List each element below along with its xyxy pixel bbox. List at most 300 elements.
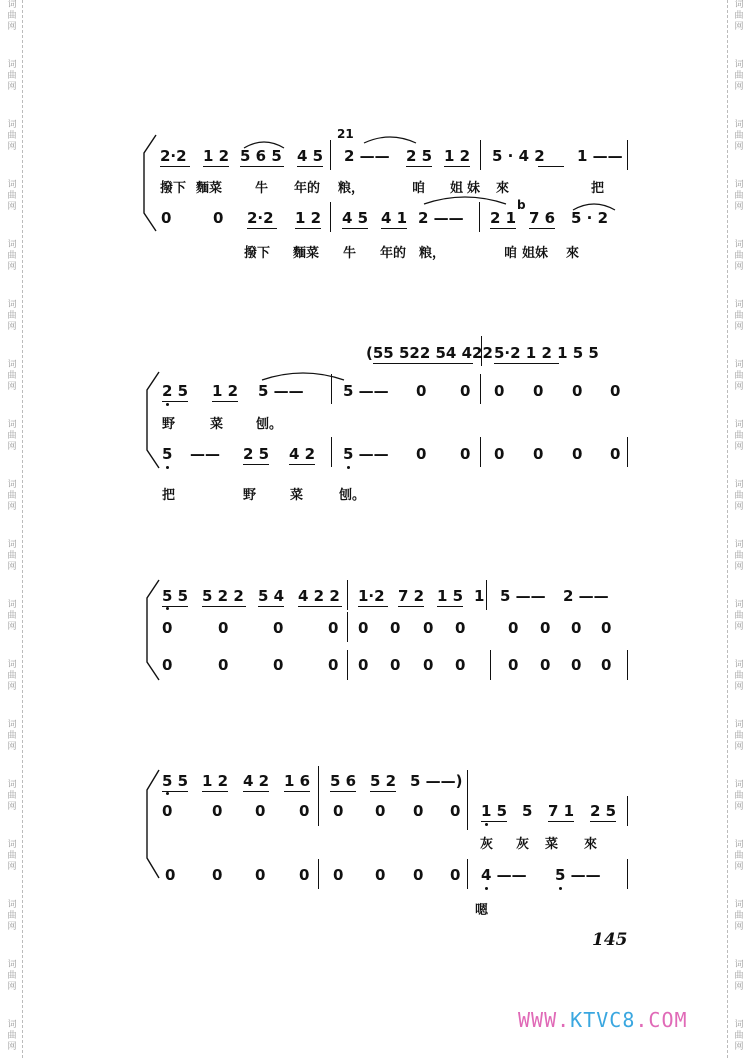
note: 0 bbox=[610, 382, 621, 400]
watermark-glyph: 词 bbox=[7, 420, 17, 430]
barline bbox=[627, 796, 628, 826]
system2-brace bbox=[143, 370, 163, 470]
watermark-glyph: 词 bbox=[734, 420, 744, 430]
note: 0 bbox=[273, 656, 284, 674]
watermark-glyph: 网 bbox=[7, 22, 17, 32]
watermark-glyph: 网 bbox=[7, 442, 17, 452]
note: 5 2 bbox=[370, 772, 397, 790]
note: 0 bbox=[494, 382, 505, 400]
note: 5 6 5 bbox=[240, 147, 282, 165]
barline bbox=[347, 650, 348, 680]
note: 0 bbox=[601, 619, 612, 637]
watermark-glyph: 词 bbox=[734, 600, 744, 610]
note: 0 bbox=[460, 445, 471, 463]
watermark-glyph: 词 bbox=[7, 960, 17, 970]
watermark-glyph: 词 bbox=[734, 360, 744, 370]
watermark-glyph: 曲 bbox=[734, 1031, 744, 1041]
note: 0 bbox=[540, 656, 551, 674]
watermark-glyph: 词 bbox=[7, 240, 17, 250]
underline bbox=[358, 606, 388, 607]
watermark-glyph: 词 bbox=[734, 180, 744, 190]
note: 1·2 bbox=[358, 587, 385, 605]
watermark-glyph: 网 bbox=[7, 262, 17, 272]
watermark-glyph: 曲 bbox=[734, 491, 744, 501]
lyric: 把 bbox=[162, 488, 176, 503]
lyric: 姐妹 bbox=[522, 246, 549, 261]
underline bbox=[406, 166, 432, 167]
site-watermark-part: KTVC8 bbox=[570, 1008, 636, 1032]
underline bbox=[247, 228, 277, 229]
watermark-glyph: 网 bbox=[7, 322, 17, 332]
lyric: 灰 bbox=[480, 837, 494, 852]
system3-brace bbox=[143, 578, 163, 682]
watermark-glyph: 网 bbox=[734, 202, 744, 212]
system1-brace bbox=[140, 133, 160, 233]
watermark-glyph: 曲 bbox=[7, 11, 17, 21]
note: 1 2 bbox=[295, 209, 322, 227]
flat-sign: b bbox=[517, 198, 526, 212]
barline bbox=[331, 437, 332, 467]
note: 5 2 2 bbox=[202, 587, 244, 605]
tie bbox=[258, 368, 348, 382]
lyric: 菜 bbox=[545, 837, 559, 852]
watermark-glyph: 网 bbox=[734, 22, 744, 32]
octave-dot bbox=[166, 466, 169, 469]
watermark-glyph: 曲 bbox=[734, 311, 744, 321]
octave-dot bbox=[485, 823, 488, 826]
note: 4 1 bbox=[381, 209, 408, 227]
underline bbox=[529, 228, 555, 229]
barline bbox=[627, 859, 628, 889]
site-watermark bbox=[518, 1008, 688, 1032]
watermark-glyph: 网 bbox=[7, 862, 17, 872]
note: 0 bbox=[255, 802, 266, 820]
watermark-glyph: 词 bbox=[734, 120, 744, 130]
watermark-glyph: 网 bbox=[734, 1042, 744, 1052]
lyric: 粮， bbox=[419, 246, 446, 261]
note: 0 bbox=[494, 445, 505, 463]
watermark-glyph: 网 bbox=[7, 502, 17, 512]
underline bbox=[381, 228, 407, 229]
watermark-glyph: 词 bbox=[734, 780, 744, 790]
watermark-glyph: 曲 bbox=[7, 611, 17, 621]
underline bbox=[160, 166, 190, 167]
barline bbox=[330, 140, 331, 170]
lyric: 咱 bbox=[412, 181, 426, 196]
note: 5 ——) bbox=[410, 772, 463, 790]
watermark-glyph: 曲 bbox=[734, 191, 744, 201]
octave-dot bbox=[559, 887, 562, 890]
underline bbox=[548, 821, 574, 822]
note: 0 bbox=[450, 802, 461, 820]
watermark-glyph: 曲 bbox=[7, 131, 17, 141]
watermark-glyph: 曲 bbox=[734, 131, 744, 141]
underline bbox=[330, 791, 356, 792]
note: 1 2 bbox=[444, 147, 471, 165]
barline bbox=[627, 140, 628, 170]
underline bbox=[243, 791, 269, 792]
underline bbox=[289, 464, 315, 465]
watermark-glyph: 网 bbox=[734, 802, 744, 812]
barline bbox=[330, 202, 331, 232]
watermark-glyph: 网 bbox=[734, 682, 744, 692]
underline bbox=[162, 401, 188, 402]
note: 2 1 bbox=[490, 209, 517, 227]
note: 4 —— bbox=[481, 866, 527, 884]
watermark-glyph: 曲 bbox=[7, 671, 17, 681]
underline bbox=[437, 606, 463, 607]
note: 2 —— bbox=[418, 209, 464, 227]
watermark-glyph: 曲 bbox=[7, 731, 17, 741]
watermark-glyph: 曲 bbox=[7, 311, 17, 321]
note: 2 —— bbox=[344, 147, 390, 165]
note: 0 bbox=[273, 619, 284, 637]
lyric: 菜 bbox=[290, 488, 304, 503]
note: 1 6 bbox=[284, 772, 311, 790]
note: 1 2 bbox=[203, 147, 230, 165]
watermark-glyph: 曲 bbox=[734, 71, 744, 81]
note: 5 5 bbox=[162, 772, 189, 790]
note: 0 bbox=[299, 866, 310, 884]
watermark-glyph: 网 bbox=[734, 442, 744, 452]
underline bbox=[212, 401, 238, 402]
note: 5 —— bbox=[343, 445, 389, 463]
note: 5 4 bbox=[258, 587, 285, 605]
note: 5 · 4 2 bbox=[492, 147, 545, 165]
barline bbox=[347, 612, 348, 642]
octave-dot bbox=[166, 792, 169, 795]
note: 0 bbox=[213, 209, 224, 227]
watermark-glyph: 词 bbox=[7, 360, 17, 370]
note: 0 bbox=[390, 656, 401, 674]
note: 7 6 bbox=[529, 209, 556, 227]
watermark-glyph: 网 bbox=[734, 622, 744, 632]
note: 1 5 bbox=[437, 587, 464, 605]
note: 0 bbox=[533, 382, 544, 400]
watermark-glyph: 词 bbox=[7, 180, 17, 190]
watermark-glyph: 词 bbox=[734, 540, 744, 550]
watermark-glyph: 词 bbox=[7, 60, 17, 70]
note: 0 bbox=[333, 802, 344, 820]
slur bbox=[360, 133, 420, 145]
lyric: 把 bbox=[591, 181, 605, 196]
watermark-glyph: 曲 bbox=[734, 911, 744, 921]
note: 4 5 bbox=[342, 209, 369, 227]
underline bbox=[243, 464, 269, 465]
watermark-glyph: 曲 bbox=[734, 671, 744, 681]
note: 5 6 bbox=[330, 772, 357, 790]
note: 0 bbox=[416, 382, 427, 400]
lyric: 牛 bbox=[255, 181, 269, 196]
underline bbox=[490, 228, 516, 229]
site-watermark-part: WWW. bbox=[518, 1008, 571, 1032]
lyric: 野 bbox=[162, 417, 176, 432]
lyric: 來 bbox=[584, 837, 598, 852]
barline bbox=[481, 336, 482, 366]
note: 0 bbox=[423, 619, 434, 637]
note: 2 5 bbox=[406, 147, 433, 165]
watermark-glyph: 曲 bbox=[7, 431, 17, 441]
watermark-glyph: 网 bbox=[734, 322, 744, 332]
barline bbox=[318, 766, 319, 796]
octave-dot bbox=[166, 403, 169, 406]
lyric: 咱 bbox=[504, 246, 518, 261]
site-watermark-part: .COM bbox=[635, 1008, 688, 1032]
lyric: 刨。 bbox=[256, 417, 283, 432]
watermark-glyph: 曲 bbox=[734, 791, 744, 801]
watermark-glyph: 词 bbox=[734, 720, 744, 730]
watermark-glyph: 网 bbox=[7, 622, 17, 632]
note: 4 2 bbox=[289, 445, 316, 463]
lyric: 來 bbox=[496, 181, 510, 196]
note: 0 bbox=[161, 209, 172, 227]
octave-dot bbox=[166, 607, 169, 610]
lyric: 菜 bbox=[210, 417, 224, 432]
note: 0 bbox=[540, 619, 551, 637]
note: 4 2 2 bbox=[298, 587, 340, 605]
watermark-glyph: 网 bbox=[7, 1042, 17, 1052]
watermark-glyph: 词 bbox=[7, 120, 17, 130]
watermark-glyph: 曲 bbox=[7, 551, 17, 561]
watermark-glyph: 词 bbox=[734, 300, 744, 310]
octave-dot bbox=[485, 887, 488, 890]
underline bbox=[297, 166, 323, 167]
lyric: 年的 bbox=[294, 181, 321, 196]
note: 0 bbox=[390, 619, 401, 637]
note: 5 —— bbox=[555, 866, 601, 884]
underline bbox=[590, 821, 616, 822]
watermark-glyph: 词 bbox=[734, 1020, 744, 1030]
watermark-glyph: 网 bbox=[734, 982, 744, 992]
note: 2 5 bbox=[162, 382, 189, 400]
slur bbox=[420, 192, 510, 206]
watermark-glyph: 词 bbox=[7, 660, 17, 670]
watermark-glyph: 曲 bbox=[734, 11, 744, 21]
watermark-glyph: 网 bbox=[7, 982, 17, 992]
note: 5 —— bbox=[343, 382, 389, 400]
watermark-glyph: 曲 bbox=[7, 191, 17, 201]
watermark-glyph: 网 bbox=[7, 142, 17, 152]
barline bbox=[627, 650, 628, 680]
barline bbox=[480, 140, 481, 170]
barline bbox=[467, 770, 468, 830]
note: 0 bbox=[299, 802, 310, 820]
page-number: 145 bbox=[592, 930, 628, 950]
note: 2 —— bbox=[563, 587, 609, 605]
barline bbox=[318, 796, 319, 826]
watermark-glyph: 网 bbox=[7, 382, 17, 392]
note: 0 bbox=[450, 866, 461, 884]
lyric: 妹 bbox=[467, 181, 481, 196]
watermark-glyph: 曲 bbox=[7, 251, 17, 261]
note: 0 bbox=[375, 802, 386, 820]
note: 5 bbox=[522, 802, 533, 820]
lyric: 刨。 bbox=[339, 488, 366, 503]
note: 0 bbox=[358, 656, 369, 674]
underline bbox=[240, 166, 284, 167]
note: 1 bbox=[474, 587, 485, 605]
watermark-glyph: 词 bbox=[734, 840, 744, 850]
note: 0 bbox=[571, 619, 582, 637]
watermark-glyph: 曲 bbox=[7, 971, 17, 981]
lyric: 牛 bbox=[343, 246, 357, 261]
note: 1 2 bbox=[212, 382, 239, 400]
lyric: 野 bbox=[243, 488, 257, 503]
watermark-glyph: 词 bbox=[734, 660, 744, 670]
note: 0 bbox=[255, 866, 266, 884]
watermark-glyph: 网 bbox=[734, 262, 744, 272]
underline bbox=[342, 228, 368, 229]
underline bbox=[373, 363, 473, 364]
underline bbox=[202, 606, 246, 607]
lyric: 麵菜 bbox=[293, 246, 320, 261]
note: 0 bbox=[162, 802, 173, 820]
watermark-glyph: 网 bbox=[734, 862, 744, 872]
watermark-glyph: 曲 bbox=[734, 731, 744, 741]
lyric: 撥下 bbox=[244, 246, 271, 261]
watermark-glyph: 曲 bbox=[7, 71, 17, 81]
system4-brace bbox=[143, 768, 163, 880]
note: 0 bbox=[328, 656, 339, 674]
note: —— bbox=[190, 445, 220, 463]
watermark-glyph: 曲 bbox=[734, 431, 744, 441]
note: 0 bbox=[423, 656, 434, 674]
watermark-glyph: 曲 bbox=[734, 611, 744, 621]
watermark-glyph: 网 bbox=[734, 742, 744, 752]
note: 5 —— bbox=[258, 382, 304, 400]
underline bbox=[370, 791, 396, 792]
underline bbox=[398, 606, 424, 607]
lyric: 粮， bbox=[338, 181, 365, 196]
watermark-glyph: 曲 bbox=[734, 371, 744, 381]
watermark-glyph: 词 bbox=[734, 60, 744, 70]
watermark-glyph: 曲 bbox=[734, 971, 744, 981]
intro-notes: (55 522 54 422 bbox=[366, 344, 493, 362]
underline bbox=[203, 166, 229, 167]
note: 0 bbox=[601, 656, 612, 674]
note: 0 bbox=[572, 445, 583, 463]
watermark-glyph: 词 bbox=[734, 480, 744, 490]
note: 0 bbox=[533, 445, 544, 463]
note: 7 1 bbox=[548, 802, 575, 820]
note: 5 · 2 bbox=[571, 209, 609, 227]
watermark-glyph: 网 bbox=[7, 562, 17, 572]
underline bbox=[202, 791, 228, 792]
lyric: 撥下 bbox=[160, 181, 187, 196]
note: 0 bbox=[413, 866, 424, 884]
watermark-glyph: 网 bbox=[7, 82, 17, 92]
watermark-glyph: 曲 bbox=[7, 911, 17, 921]
barline bbox=[480, 374, 481, 404]
barline bbox=[467, 859, 468, 889]
note: 0 bbox=[165, 866, 176, 884]
watermark-glyph: 词 bbox=[7, 540, 17, 550]
note: 2·2 bbox=[247, 209, 274, 227]
slur bbox=[569, 200, 619, 212]
watermark-glyph: 网 bbox=[734, 382, 744, 392]
note: 0 bbox=[572, 382, 583, 400]
note: 2 5 bbox=[243, 445, 270, 463]
note: 0 bbox=[413, 802, 424, 820]
watermark-glyph: 词 bbox=[7, 0, 17, 10]
watermark-glyph: 词 bbox=[7, 780, 17, 790]
grace-note: 21 bbox=[337, 127, 354, 141]
watermark-glyph: 词 bbox=[7, 1020, 17, 1030]
watermark-glyph: 词 bbox=[7, 720, 17, 730]
watermark-glyph: 词 bbox=[7, 600, 17, 610]
barline bbox=[479, 202, 480, 232]
watermark-glyph: 网 bbox=[7, 742, 17, 752]
watermark-glyph: 网 bbox=[734, 502, 744, 512]
watermark-glyph: 网 bbox=[7, 802, 17, 812]
lyric: 姐 bbox=[450, 181, 464, 196]
note: 0 bbox=[328, 619, 339, 637]
lyric: 嗯 bbox=[475, 903, 489, 918]
octave-dot bbox=[347, 466, 350, 469]
note: 5 —— bbox=[500, 587, 546, 605]
note: 0 bbox=[460, 382, 471, 400]
underline bbox=[295, 228, 321, 229]
note: 0 bbox=[218, 619, 229, 637]
note: 0 bbox=[416, 445, 427, 463]
note: 0 bbox=[610, 445, 621, 463]
note: 0 bbox=[375, 866, 386, 884]
lyric: 年的 bbox=[380, 246, 407, 261]
watermark-glyph: 词 bbox=[734, 960, 744, 970]
barline bbox=[490, 650, 491, 680]
watermark-glyph: 网 bbox=[734, 82, 744, 92]
lyric: 來 bbox=[566, 246, 580, 261]
watermark-glyph: 词 bbox=[7, 840, 17, 850]
watermark-glyph: 曲 bbox=[734, 251, 744, 261]
barline bbox=[486, 580, 487, 610]
note: 0 bbox=[358, 619, 369, 637]
note: 0 bbox=[508, 619, 519, 637]
barline bbox=[480, 437, 481, 467]
underline bbox=[481, 821, 507, 822]
watermark-glyph: 曲 bbox=[7, 851, 17, 861]
underline bbox=[538, 166, 564, 167]
note: 0 bbox=[508, 656, 519, 674]
barline bbox=[627, 437, 628, 467]
note: 5 5 bbox=[162, 587, 189, 605]
watermark-glyph: 网 bbox=[7, 202, 17, 212]
watermark-glyph: 曲 bbox=[7, 791, 17, 801]
note: 2 5 bbox=[590, 802, 617, 820]
note: 0 bbox=[218, 656, 229, 674]
note: 2·2 bbox=[160, 147, 187, 165]
watermark-glyph: 词 bbox=[7, 300, 17, 310]
watermark-glyph: 词 bbox=[734, 900, 744, 910]
watermark-glyph: 曲 bbox=[7, 1031, 17, 1041]
slur bbox=[240, 138, 288, 150]
watermark-glyph: 网 bbox=[7, 922, 17, 932]
note: 4 5 bbox=[297, 147, 324, 165]
note: 0 bbox=[162, 619, 173, 637]
underline bbox=[444, 166, 470, 167]
note: 0 bbox=[571, 656, 582, 674]
lyric: 灰 bbox=[516, 837, 530, 852]
watermark-glyph: 曲 bbox=[7, 491, 17, 501]
watermark-glyph: 词 bbox=[7, 900, 17, 910]
note: 4 2 bbox=[243, 772, 270, 790]
note: 0 bbox=[162, 656, 173, 674]
note: 0 bbox=[212, 802, 223, 820]
watermark-glyph: 词 bbox=[7, 480, 17, 490]
watermark-glyph: 网 bbox=[7, 682, 17, 692]
intro-notes: 5·2 1 2 1 5 5 bbox=[494, 344, 599, 362]
note: 0 bbox=[455, 619, 466, 637]
